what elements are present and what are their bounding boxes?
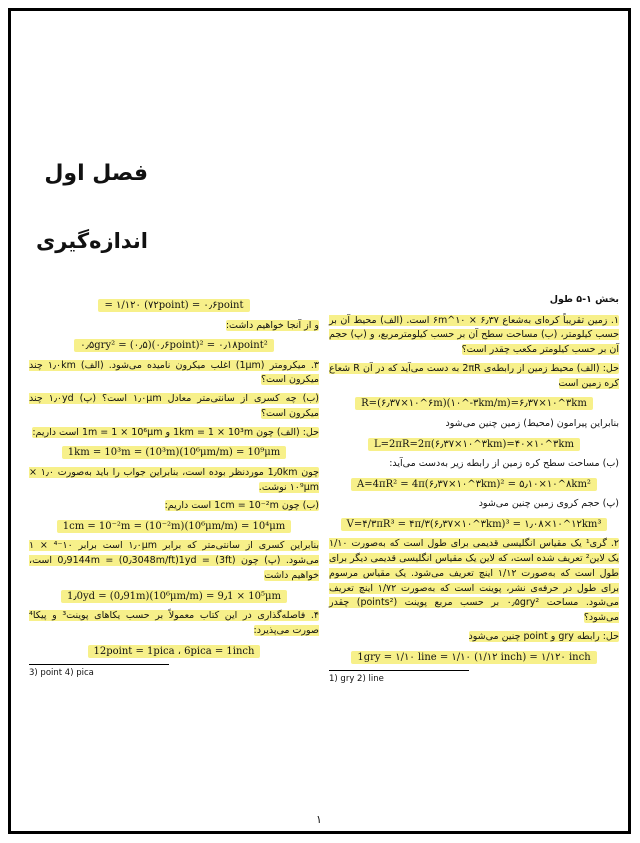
solution-1-intro: حل: (الف) محیط زمین از رابطه‌ی 2πR به دست می‌آید که در آن R شعاع کره زمین است (329, 362, 619, 389)
chapter-subtitle: اندازه‌گیری (36, 229, 148, 253)
problem-1: ۱. زمین تقریباً کره‌ای به‌شعاع ۶٫۳۷ × ۱۰^۶m است. (الف) محیط آن بر حسب کیلومتر، (ب) مساحت سطح آن بر حسب کیلومترمربع، و (پ) حجم آن بر حسب کیلومتر مکعب چقدر است؟ (329, 314, 620, 356)
page-number: ۱ (316, 813, 322, 826)
equation-gry-area: ۰٫۵gry² = (۰٫۵)(۰٫۶point)² = ۰٫۱۸point² (74, 339, 273, 352)
problem-3-parts: (ب) چه کسری از سانتی‌متر معادل ۱٫۰μm است؟ (پ) ۱٫۰yd چند میکرون است؟ (29, 393, 320, 419)
equation-point: = ۱/۱۲۰ (۷۲point) = ۰٫۶point (98, 299, 249, 312)
equation-yd-micron: 1٫0yd = (0٫91m)(10⁶μm/m) = 9٫1 × 10⁵μm (61, 590, 287, 603)
problem-2: ۲. گری¹ یک مقیاس انگلیسی قدیمی برای طول است که به‌صورت ۱/۱۰ یک لاین² تعریف شده است، که لاین یک مقیاس انگلیسی قدیمی دیگر برای طول است که به‌صورت ۱/۱۲ اینچ تعریف می‌شود. یک مقیاس مرسوم برای طول در حرفه‌ی نشر، پوینت است که به‌صورت ۱/۷۲ اینچ تعریف می‌شود. مساحت ۰٫۵gry² بر حسب مربع پوینت (points²) چقدر می‌شود؟ (329, 538, 620, 624)
equation-radius: R=(۶٫۳۷×۱۰^۶m)(۱۰^-۳km/m)=۶٫۳۷×۱۰^۳km (355, 397, 593, 410)
equation-cm-micron: 1cm = 10⁻²m = (10⁻²m)(10⁶μm/m) = 10⁴μm (57, 520, 292, 533)
left-column (29, 293, 319, 680)
equation-area: A=4πR² = 4π(۶٫۳۷×۱۰^۳km)² = ۵٫۱۰×۱۰^۸km² (351, 478, 597, 491)
footnote-left: 3) point 4) pica (29, 668, 94, 679)
text-thus: و از آنجا خواهیم داشت: (225, 319, 319, 331)
solution-2-intro: حل: رابطه gry و point چنین می‌شود (468, 630, 619, 642)
problem-4: ۴. فاصله‌گذاری در این کتاب معمولاً بر حسب یکاهای پوینت³ و پیکا⁴ صورت می‌پذیرد: (29, 610, 319, 636)
problem-3: ۳. میکرومتر (1μm) اغلب میکرون نامیده می‌شود. (الف) ۱٫۰km چند میکرون است؟ (29, 359, 320, 386)
footnote-rule (329, 670, 469, 671)
text-area: (ب) مساحت سطح کره زمین از رابطه زیر به‌دست می‌آید: (389, 458, 619, 470)
section-heading: بخش ۱-۵ طول (549, 294, 619, 305)
text-volume: (پ) حجم کروی زمین چنین می‌شود (478, 498, 619, 510)
equation-pica: 12point = 1pica ، 6pica = 1inch (88, 645, 261, 658)
equation-perimeter: L=2πR=2π(۶٫۳۷×۱۰^۳km)=۴۰×۱۰^۳km (368, 438, 580, 451)
chapter-title: فصل اول (44, 161, 148, 186)
equation-km-micron: 1km = 10³m = (10³m)(10⁶μm/m) = 10⁹μm (62, 446, 286, 459)
text-part-b: (ب) چون 1cm = 10⁻²m است داریم: (164, 500, 319, 512)
text-answer-a: چون 1٫0km موردنظر بوده است، بنابراین جواب را باید به‌صورت ۱٫۰ × ۱۰⁹μm نوشت. (29, 466, 319, 493)
text-answer-b-c: بنابراین کسری از سانتی‌متر که برابر ۱٫۰μm است برابر ۱۰⁻⁴ × ۱ می‌شود. (پ) چون 1yd = (3ft)(0٫3048m/ft) = 0٫9144m است، خواهیم داشت (29, 540, 319, 581)
text-perimeter: بنابراین پیرامون (محیط) زمین چنین می‌شود (445, 417, 619, 429)
footnote-rule (29, 664, 169, 665)
footnote-right: 1) gry 2) line (329, 674, 384, 684)
equation-volume: V=۴/۳πR³ = ۴π/۳(۶٫۳۷×۱۰^۳km)³ = ۱٫۰۸×۱۰^۱۲km³ (341, 518, 608, 531)
right-column (329, 293, 619, 686)
document-page (8, 8, 631, 834)
solution-3-intro: حل: (الف) چون 1km = 1 × 10³m و 1m = 1 × 10⁶μm است داریم: (32, 426, 319, 438)
equation-gry: 1gry = ۱/۱۰ line = ۱/۱۰ (۱/۱۲ inch) = ۱/۱۲۰ inch (351, 651, 596, 664)
